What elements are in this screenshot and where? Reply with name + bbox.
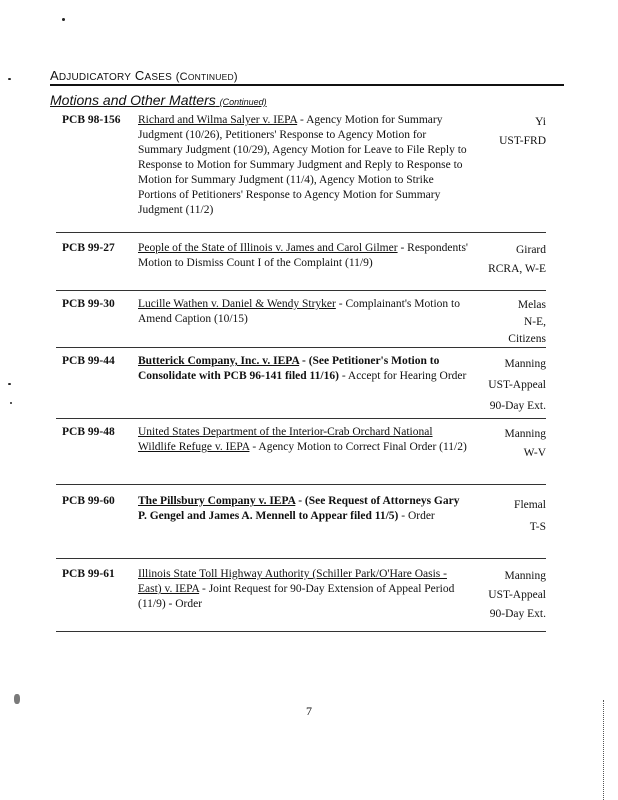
case-assignment: [456, 494, 546, 538]
case-text: - Respondents' Motion to Dismiss Count I of the Complaint (11/9): [138, 242, 468, 269]
subtitle-continued: (Continued): [219, 97, 267, 107]
case-type: RCRA, W-E: [488, 263, 546, 275]
case-type-2: 90-Day Ext.: [489, 608, 546, 620]
section-header: [50, 68, 562, 83]
case-assignee: Manning: [504, 428, 546, 440]
case-title: Butterick Company, Inc. v. IEPA: [138, 355, 300, 367]
section-subtitle: [50, 92, 267, 108]
row-divider: [56, 484, 546, 485]
header-rule: [50, 84, 564, 86]
case-title: Richard and Wilma Salyer v. IEPA: [138, 114, 298, 126]
case-id: PCB 99-30: [62, 298, 115, 310]
case-type-2: 90-Day Ext.: [489, 400, 546, 412]
header-word-1: DJUDICATORY: [58, 72, 132, 83]
case-description: [138, 241, 468, 271]
case-row: [56, 494, 546, 544]
row-divider: [56, 290, 546, 291]
case-title: Illinois State Toll Highway Authority (Schiller Park/O'Hare Oasis - East) v. IEPA: [138, 568, 447, 595]
case-title: United States Department of the Interior-Crab Orchard National Wildlife Refuge v. IEPA: [138, 426, 433, 453]
case-assignee: Yi: [535, 116, 546, 128]
page-number: 7: [306, 704, 312, 718]
case-text: - Agency Motion for Summary Judgment (10/26), Petitioners' Response to Agency Motion for Summary Judgment (10/29), Agency Motion for Leave to File Reply to Response to Motion for Summary Judgment and Reply to Response to Motion for Summary Judgment (11/4), Agency Motion to Strike Portions of Petitioners' Response to Agency Motion for Summary Judgment (11/2): [138, 114, 467, 216]
case-type: T-S: [529, 521, 546, 533]
case-text: - Joint Request for 90-Day Extension of Appeal Period (11/9) - Order: [138, 583, 455, 610]
case-id: PCB 99-60: [62, 495, 115, 507]
header-letter-c: C: [134, 68, 145, 83]
row-divider: [56, 232, 546, 233]
case-assignee: Manning: [504, 570, 546, 582]
scan-edge-line: [603, 700, 604, 800]
row-divider: [56, 631, 546, 632]
case-text: - Order: [398, 510, 435, 522]
case-assignment: [456, 297, 546, 348]
scan-speck: [10, 402, 12, 404]
case-row: [56, 113, 546, 223]
header-cont-open: (C: [175, 71, 188, 83]
case-assignment: [456, 113, 546, 151]
case-id: PCB 99-48: [62, 426, 115, 438]
row-divider: [56, 558, 546, 559]
case-title: The Pillsbury Company v. IEPA: [138, 495, 296, 507]
case-title: Lucille Wathen v. Daniel & Wendy Stryker: [138, 298, 336, 310]
case-title: People of the State of Illinois v. James and Carol Gilmer: [138, 242, 398, 254]
scan-speck: [14, 694, 20, 704]
case-description: [138, 494, 468, 524]
case-text: - Accept for Hearing Order: [338, 370, 467, 382]
case-type: UST-Appeal: [488, 589, 546, 601]
case-row: [56, 297, 546, 347]
case-assignment: [456, 354, 546, 417]
case-id: PCB 98-156: [62, 114, 121, 126]
case-id: PCB 99-44: [62, 355, 115, 367]
case-id: PCB 99-61: [62, 568, 115, 580]
case-text: - Agency Motion to Correct Final Order (11/2): [249, 441, 467, 453]
case-id: PCB 99-27: [62, 242, 115, 254]
case-description: [138, 425, 468, 455]
case-description: [138, 567, 468, 612]
case-type: UST-Appeal: [488, 379, 546, 391]
case-row: [56, 425, 546, 471]
case-bold-note: - (See Petitioner's Motion to Consolidate with PCB 96-141 filed 11/16): [138, 355, 440, 382]
scan-speck: [8, 78, 11, 80]
subtitle-text: Motions and Other Matters: [50, 92, 216, 108]
header-letter-a: A: [50, 68, 59, 83]
case-type: W-V: [523, 447, 546, 459]
row-divider: [56, 418, 546, 419]
case-row: [56, 354, 546, 414]
case-assignment: [456, 425, 546, 463]
case-text: - Complainant's Motion to Amend Caption (10/15): [138, 298, 460, 325]
header-cont-close: ): [233, 71, 238, 83]
case-description: [138, 354, 468, 384]
row-divider: [56, 347, 546, 348]
case-type-2: Citizens: [508, 333, 546, 345]
case-type: UST-FRD: [499, 135, 546, 147]
case-assignee: Flemal: [514, 499, 546, 511]
header-word-2: ASES: [144, 72, 172, 83]
case-type: N-E,: [523, 316, 546, 328]
header-cont-word: ONTINUED: [187, 72, 234, 82]
case-assignee: Melas: [517, 299, 546, 311]
scan-speck: [62, 18, 65, 21]
case-row: [56, 241, 546, 281]
case-assignment: [456, 567, 546, 624]
case-description: [138, 297, 468, 327]
case-description: [138, 113, 468, 218]
scan-speck: [8, 383, 11, 385]
case-assignee: Manning: [504, 358, 546, 370]
case-row: [56, 567, 546, 627]
case-assignment: [456, 241, 546, 279]
case-assignee: Girard: [515, 244, 546, 256]
case-bold-note: - (See Request of Attorneys Gary P. Gengel and James A. Mennell to Appear filed 11/5): [138, 495, 460, 522]
